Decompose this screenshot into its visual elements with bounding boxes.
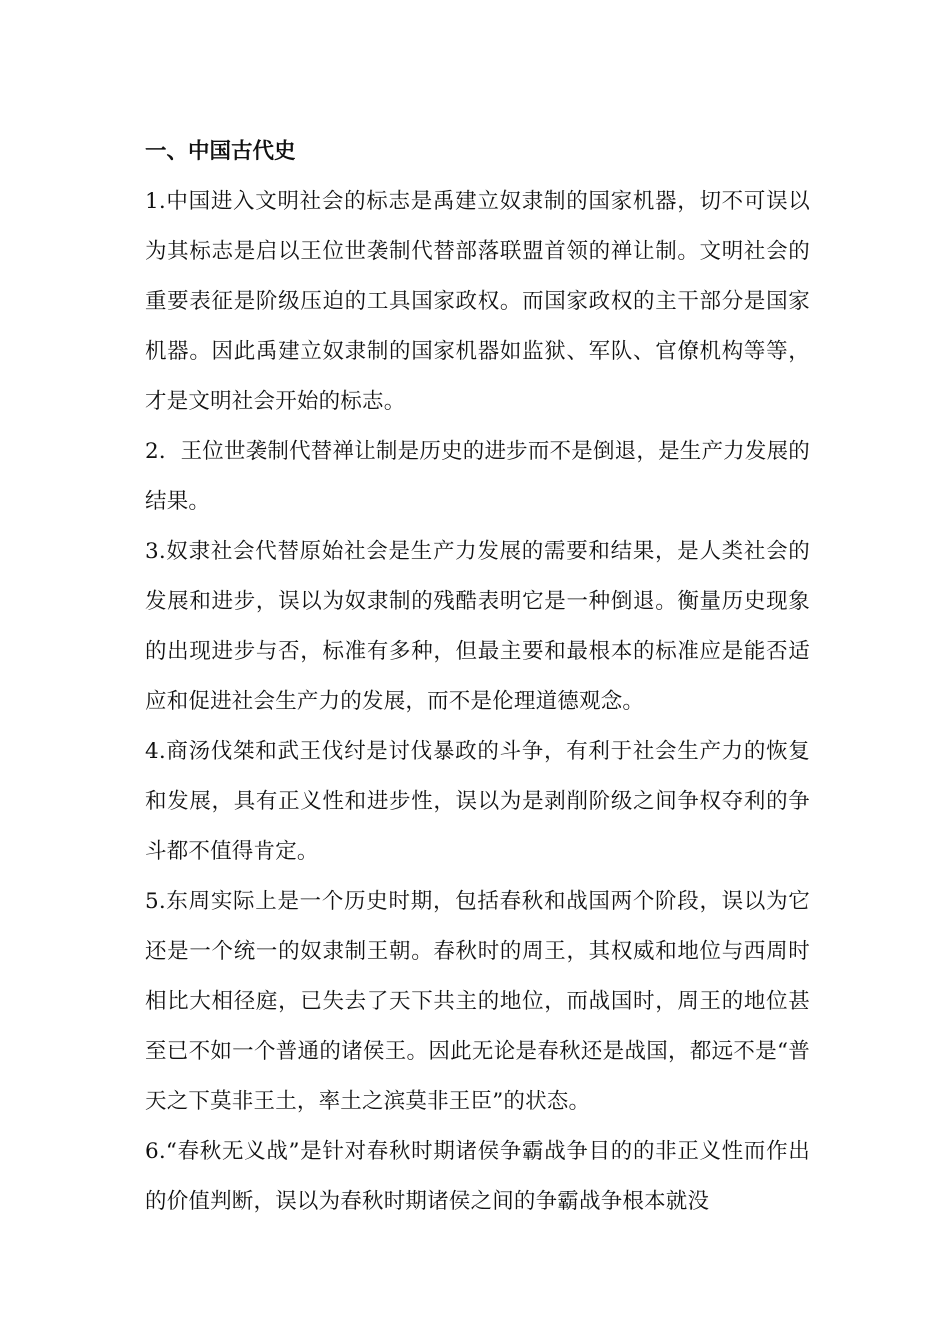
paragraph-2: 2．王位世袭制代替禅让制是历史的进步而不是倒退，是生产力发展的结果。 bbox=[145, 439, 810, 514]
document-body bbox=[145, 135, 810, 1227]
paragraph-6: 6.“春秋无义战”是针对春秋时期诸侯争霸战争目的的非正义性而作出的价值判断，误以为春秋时期诸侯之间的争霸战争根本就没 bbox=[145, 1139, 810, 1214]
paragraph-4: 4.商汤伐桀和武王伐纣是讨伐暴政的斗争，有利于社会生产力的恢复和发展，具有正义性和进步性，误以为是剥削阶级之间争权夺利的争斗都不值得肯定。 bbox=[145, 739, 810, 864]
section-heading: 一、中国古代史 bbox=[145, 139, 296, 164]
paragraph-5: 5.东周实际上是一个历史时期，包括春秋和战国两个阶段，误以为它还是一个统一的奴隶制王朝。春秋时的周王，其权威和地位与西周时相比大相径庭，已失去了天下共主的地位，而战国时，周王的地位甚至已不如一个普通的诸侯王。因此无论是春秋还是战国，都远不是“普天之下莫非王土，率土之滨莫非王臣”的状态。 bbox=[145, 889, 810, 1114]
paragraph-3: 3.奴隶社会代替原始社会是生产力发展的需要和结果，是人类社会的发展和进步，误以为奴隶制的残酷表明它是一种倒退。衡量历史现象的出现进步与否，标准有多种，但最主要和最根本的标准应是能否适应和促进社会生产力的发展，而不是伦理道德观念。 bbox=[145, 539, 810, 714]
paragraph-1: 1.中国进入文明社会的标志是禹建立奴隶制的国家机器，切不可误以为其标志是启以王位世袭制代替部落联盟首领的禅让制。文明社会的重要表征是阶级压迫的工具国家政权。而国家政权的主干部分是国家机器。因此禹建立奴隶制的国家机器如监狱、军队、官僚机构等等，才是文明社会开始的标志。 bbox=[145, 189, 810, 414]
